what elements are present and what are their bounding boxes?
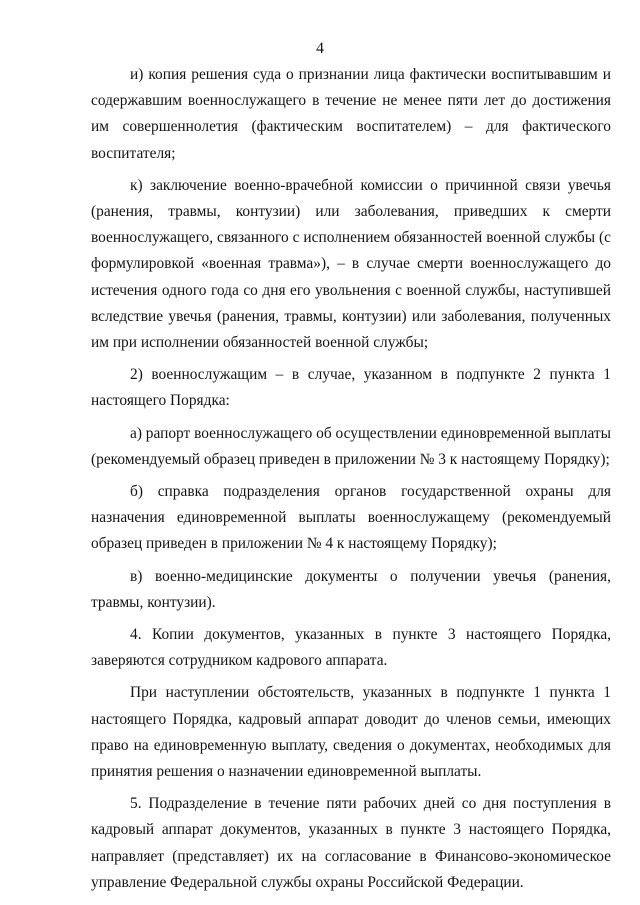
document-body: [91, 62, 611, 896]
paragraph-circumstances: При наступлении обстоятельств, указанных в подпункте 1 пункта 1 настоящего Порядка, кадровый аппарат доводит до членов семьи, имеющих право на единовременную выплату, сведения о документах, необходимых для принятия решения о назначении единовременной выплаты.: [91, 684, 611, 781]
paragraph-item-a: а) рапорт военнослужащего об осуществлении единовременной выплаты (рекомендуемый образец приведен в приложении № 3 к настоящему Порядку);: [91, 424, 611, 468]
paragraph-item-b: б) справка подразделения органов государственной охраны для назначения единовременной выплаты военнослужащему (рекомендуемый образец приведен в приложении № 4 к настоящему Порядку);: [91, 483, 611, 553]
paragraph-point-5: 5. Подразделение в течение пяти рабочих дней со дня поступления в кадровый аппарат документов, указанных в пункте 3 настоящего Порядка, направляет (представляет) их на согласование в Финансово-экономическое управление Федеральной службы охраны Российской Федерации.: [91, 795, 611, 891]
paragraph-point-4: 4. Копии документов, указанных в пункте 3 настоящего Порядка, заверяются сотрудником кадрового аппарата.: [91, 626, 611, 670]
page-number: 4: [316, 40, 324, 57]
paragraph-item-2-servicemen: 2) военнослужащим – в случае, указанном в подпункте 2 пункта 1 настоящего Порядка:: [91, 366, 611, 410]
paragraph-item-i: и) копия решения суда о признании лица фактически воспитывавшим и содержавшим военнослужащего в течение не менее пяти лет до достижения им совершеннолетия (фактическим воспитателем) – для фактического воспитателя;: [91, 66, 611, 162]
paragraph-item-k: к) заключение военно-врачебной комиссии о причинной связи увечья (ранения, травмы, контузии) или заболевания, приведших к смерти военнослужащего, связанного с исполнением обязанностей военной службы (с формулировкой «военная травма»), – в случае смерти военнослужащего до истечения одного года со дня его увольнения с военной службы, наступившей вследствие увечья (ранения, травмы, контузии) или заболевания, полученных им при исполнении обязанностей военной службы;: [91, 176, 611, 352]
paragraph-item-v: в) военно-медицинские документы о получении увечья (ранения, травмы, контузии).: [91, 567, 611, 611]
